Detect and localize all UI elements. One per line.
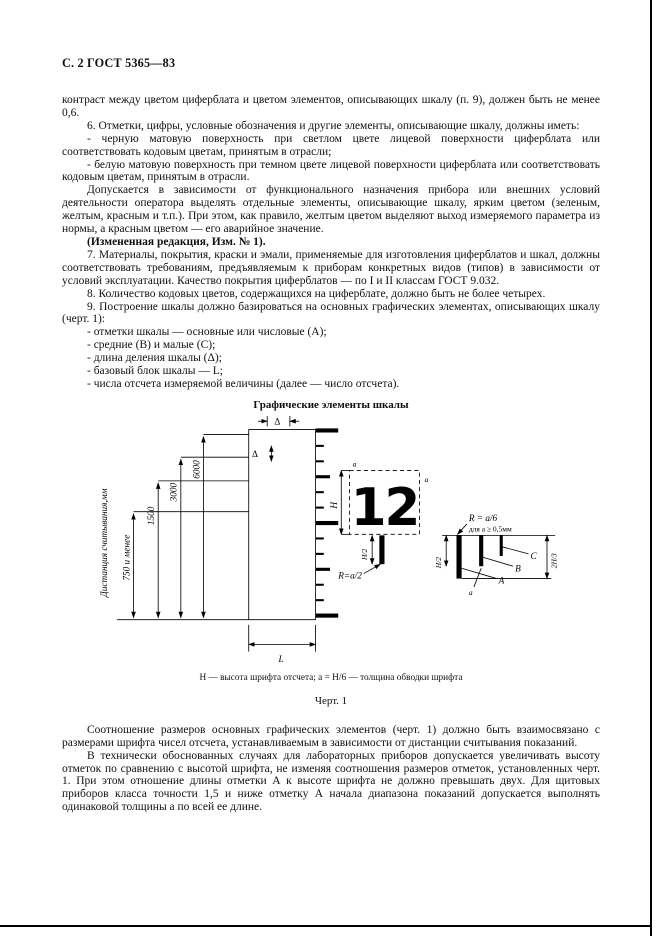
body-text (62, 94, 600, 391)
paragraph-contrast: контраст между цветом циферблата и цветом элементов, описывающих шкалу (п. 9), должен быть не менее 0,6. (62, 94, 600, 119)
label-delta-division: Δ (252, 450, 258, 461)
label-reading-distance: Дистанция считывания,мм (99, 488, 110, 597)
label-delta-top: Δ (274, 417, 281, 428)
label-base-block-L: L (278, 654, 284, 665)
paragraph-allowed-colors: Допускается в зависимости от функционального назначения прибора или внешних условий деятельности оператора выделять отдельные элементы, описывающие шкалу, ярким цветом (зеленым, желтым, красным и т.п.). При этом, как правило, желтым цветом выделяют выход измеряемого параметра из нормы, а красным цветом — его аварийное значение. (62, 184, 600, 236)
label-mark-B: В (515, 564, 521, 575)
list-item-black-surface: - черную матовую поверхность при светлом цвете лицевой поверхности циферблата или соответствовать кодовым цветам, принятым в отрасли; (62, 132, 600, 158)
scan-edge-bottom (0, 925, 652, 927)
list-item-white-surface: - белую матовую поверхность при темном цвете лицевой поверхности циферблата или соответствовать кодовым цветам, принятым в отрасли. (62, 158, 600, 184)
label-H2-detail: Н/2 (434, 556, 444, 569)
label-stroke-a-top: а (352, 459, 357, 469)
closing-text (62, 724, 600, 814)
list-item-marks-medium: - средние (В) и малые (С); (87, 339, 216, 352)
label-mark-C: С (530, 551, 537, 562)
paragraph-amended-edition: (Измененная редакция, Изм. № 1). (87, 235, 266, 248)
label-radius-a6: R = a/6 (468, 513, 498, 524)
paragraph-lab-devices: В технически обоснованных случаях для лабораторных приборов допускается увеличивать высоту отметок по сравнению с высотой шрифта, не изменяя соотношения размеров отметок, установленных черт. 1. При этом отношение длины отметки А к высоте шрифта не должно превышать двух. Для щитовых приборов класса точности 1,5 и ниже отметку А начала диапазона показаний допускается выполнять одинаковой толщины а по всей ее длине. (62, 749, 600, 814)
page-content (62, 56, 600, 814)
label-font-height-H: Н (330, 501, 341, 509)
scan-edge-right (650, 0, 652, 936)
label-stroke-a-right: а (424, 474, 429, 484)
scale-elements-drawing (94, 414, 568, 666)
readout-numeral-12: 12 (350, 477, 419, 538)
paragraph-ratio-sizes: Соотношение размеров основных графических элементов (черт. 1) должно быть взаимосвязано с размерами шрифта чисел отсчета, устанавливаемым в зависимости от дистанции считывания показаний. (62, 723, 600, 749)
list-item-marks-main: - отметки шкалы — основные или числовые (А); (87, 326, 327, 339)
paragraph-clause-8: 8. Количество кодовых цветов, содержащихся на циферблате, должно быть не более четырех. (87, 287, 546, 300)
paragraph-clause-7: 7. Материалы, покрытия, краски и эмали, применяемые для изготовления циферблатов и шкал, должны соответствовать требованиям, предъявляемым к приборам конкретных видов (типов) в зависимости от условий эксплуатации. Качество покрытия циферблатов — по I и II классам ГОСТ 9.032. (62, 248, 600, 287)
label-mark-A: А (498, 576, 505, 587)
paragraph-clause-9: 9. Построение шкалы должно базироваться на основных графических элементах, описывающих шкалу (черт. 1): (62, 300, 600, 326)
label-condition-a05: для а ≥ 0,5мм (468, 524, 512, 534)
label-radius-a2: R=a/2 (338, 571, 362, 582)
paragraph-clause-6: 6. Отметки, цифры, условные обозначения и другие элементы, описывающие шкалу, должны иметь: (87, 119, 580, 132)
list-item-base-block: - базовый блок шкалы — L; (87, 365, 223, 378)
label-distance-750: 750 и менее (122, 534, 133, 581)
label-distance-6000: 6000 (192, 460, 203, 479)
figure-title: Графические элементы шкалы (253, 398, 409, 411)
label-distance-3000: 3000 (169, 482, 180, 502)
label-H2-submark: Н/2 (360, 548, 369, 560)
label-distance-1500: 1500 (147, 506, 158, 525)
figure-labels (100, 417, 558, 665)
figure-number: Черт. 1 (314, 694, 348, 707)
page-header: С. 2 ГОСТ 5365—83 (62, 56, 176, 70)
label-stroke-a-detail: а (468, 587, 473, 597)
figure-caption: Н — высота шрифта отсчета; а = Н/6 — толщина обводки шрифта (199, 672, 463, 683)
figure-1 (62, 414, 600, 671)
label-2H3: 2Н/3 (549, 553, 559, 569)
list-item-division-length: - длина деления шкалы (Δ); (87, 352, 222, 365)
list-item-readout-numbers: - числа отсчета измеряемой величины (далее — число отсчета). (87, 377, 400, 390)
